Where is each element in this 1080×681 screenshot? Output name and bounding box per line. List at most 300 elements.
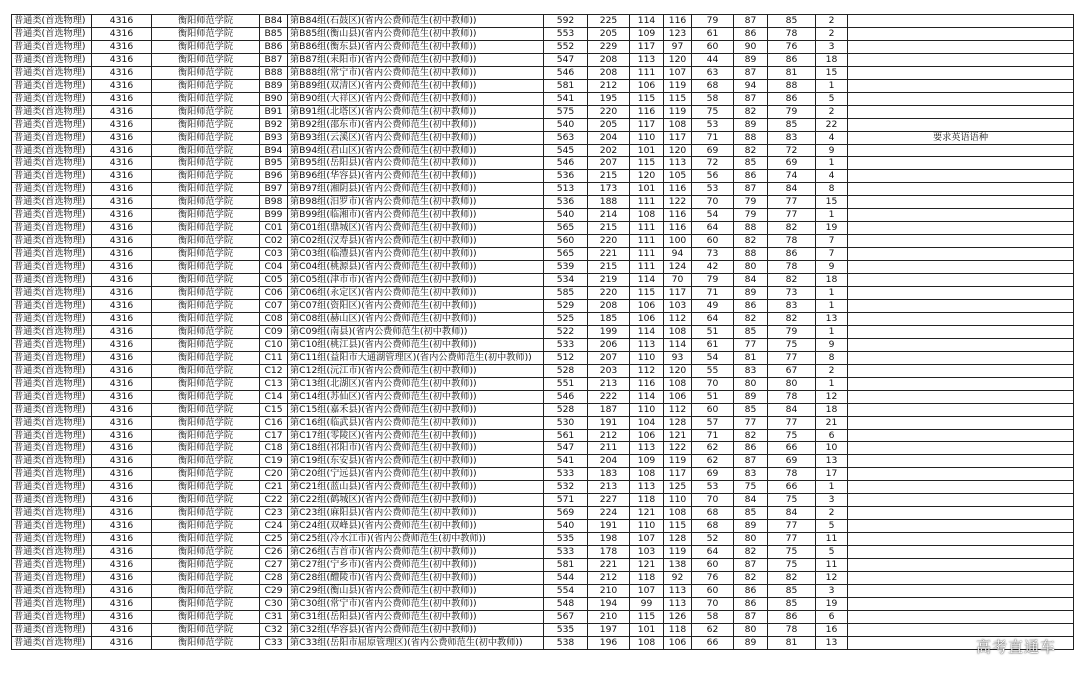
score-a-cell: 215 (588, 170, 630, 183)
group-name-cell: 第C28组(醴陵市)(省内公费师范生(初中教师)) (288, 571, 544, 584)
score-e-cell: 83 (734, 364, 768, 377)
score-d-cell: 60 (692, 584, 734, 597)
total-score-cell: 534 (544, 274, 588, 287)
score-b-cell: 115 (630, 157, 664, 170)
school-name-cell: 衡阳师范学院 (152, 196, 260, 209)
school-code-cell: 4316 (92, 390, 152, 403)
score-b-cell: 108 (630, 468, 664, 481)
score-e-cell: 87 (734, 610, 768, 623)
school-name-cell: 衡阳师范学院 (152, 79, 260, 92)
group-name-cell: 第C19组(东安县)(省内公费师范生(初中教师)) (288, 455, 544, 468)
score-d-cell: 49 (692, 299, 734, 312)
score-f-cell: 75 (768, 338, 816, 351)
table-row (12, 79, 1074, 92)
table-row (12, 209, 1074, 222)
score-e-cell: 82 (734, 429, 768, 442)
rank-count-cell: 5 (816, 546, 848, 559)
score-e-cell: 77 (734, 416, 768, 429)
score-d-cell: 76 (692, 571, 734, 584)
table-row (12, 623, 1074, 636)
rank-count-cell: 18 (816, 403, 848, 416)
table-row (12, 92, 1074, 105)
category-cell: 普通类(首选物理) (12, 377, 92, 390)
table-row (12, 222, 1074, 235)
table-row (12, 261, 1074, 274)
score-c-cell: 120 (664, 364, 692, 377)
score-a-cell: 221 (588, 559, 630, 572)
note-cell (848, 377, 1074, 390)
note-cell (848, 287, 1074, 300)
score-f-cell: 75 (768, 494, 816, 507)
group-name-cell: 第C17组(零陵区)(省内公费师范生(初中教师)) (288, 429, 544, 442)
score-b-cell: 106 (630, 312, 664, 325)
note-cell (848, 92, 1074, 105)
table-row (12, 338, 1074, 351)
score-c-cell: 108 (664, 118, 692, 131)
table-row (12, 468, 1074, 481)
school-code-cell: 4316 (92, 325, 152, 338)
rank-count-cell: 6 (816, 429, 848, 442)
rank-count-cell: 8 (816, 183, 848, 196)
score-f-cell: 78 (768, 27, 816, 40)
score-c-cell: 119 (664, 455, 692, 468)
note-cell (848, 27, 1074, 40)
category-cell: 普通类(首选物理) (12, 364, 92, 377)
group-code-cell: B94 (260, 144, 288, 157)
score-c-cell: 100 (664, 235, 692, 248)
score-b-cell: 114 (630, 274, 664, 287)
total-score-cell: 512 (544, 351, 588, 364)
note-cell: 要求英语语种 (848, 131, 1074, 144)
total-score-cell: 513 (544, 183, 588, 196)
school-name-cell: 衡阳师范学院 (152, 390, 260, 403)
school-name-cell: 衡阳师范学院 (152, 274, 260, 287)
group-code-cell: B84 (260, 15, 288, 28)
total-score-cell: 560 (544, 235, 588, 248)
score-f-cell: 73 (768, 287, 816, 300)
rank-count-cell: 9 (816, 261, 848, 274)
table-row (12, 27, 1074, 40)
total-score-cell: 525 (544, 312, 588, 325)
score-d-cell: 68 (692, 507, 734, 520)
rank-count-cell: 9 (816, 338, 848, 351)
score-f-cell: 82 (768, 571, 816, 584)
group-name-cell: 第B92组(邵东市)(省内公费师范生(初中教师)) (288, 118, 544, 131)
score-e-cell: 82 (734, 312, 768, 325)
score-f-cell: 69 (768, 455, 816, 468)
score-f-cell: 86 (768, 610, 816, 623)
score-b-cell: 113 (630, 442, 664, 455)
rank-count-cell: 11 (816, 533, 848, 546)
group-name-cell: 第C15组(嘉禾县)(省内公费师范生(初中教师)) (288, 403, 544, 416)
rank-count-cell: 12 (816, 571, 848, 584)
score-b-cell: 106 (630, 429, 664, 442)
category-cell: 普通类(首选物理) (12, 559, 92, 572)
group-code-cell: C10 (260, 338, 288, 351)
school-code-cell: 4316 (92, 79, 152, 92)
table-row (12, 287, 1074, 300)
school-name-cell: 衡阳师范学院 (152, 325, 260, 338)
score-c-cell: 124 (664, 261, 692, 274)
category-cell: 普通类(首选物理) (12, 196, 92, 209)
score-f-cell: 77 (768, 209, 816, 222)
total-score-cell: 539 (544, 261, 588, 274)
note-cell (848, 325, 1074, 338)
table-row (12, 507, 1074, 520)
score-b-cell: 120 (630, 170, 664, 183)
score-b-cell: 117 (630, 118, 664, 131)
total-score-cell: 544 (544, 571, 588, 584)
score-f-cell: 77 (768, 351, 816, 364)
group-name-cell: 第C13组(北湖区)(省内公费师范生(初中教师)) (288, 377, 544, 390)
category-cell: 普通类(首选物理) (12, 390, 92, 403)
total-score-cell: 528 (544, 364, 588, 377)
group-code-cell: C03 (260, 248, 288, 261)
category-cell: 普通类(首选物理) (12, 183, 92, 196)
category-cell: 普通类(首选物理) (12, 170, 92, 183)
score-b-cell: 116 (630, 105, 664, 118)
school-code-cell: 4316 (92, 636, 152, 649)
score-f-cell: 83 (768, 131, 816, 144)
group-name-cell: 第C09组(南县)(省内公费师范生(初中教师)) (288, 325, 544, 338)
rank-count-cell: 22 (816, 118, 848, 131)
watermark: 高考直通车 (975, 638, 1056, 656)
table-row (12, 442, 1074, 455)
score-e-cell: 82 (734, 144, 768, 157)
group-code-cell: B99 (260, 209, 288, 222)
total-score-cell: 548 (544, 597, 588, 610)
score-b-cell: 110 (630, 403, 664, 416)
score-d-cell: 79 (692, 274, 734, 287)
note-cell (848, 338, 1074, 351)
category-cell: 普通类(首选物理) (12, 597, 92, 610)
score-d-cell: 52 (692, 533, 734, 546)
score-c-cell: 122 (664, 442, 692, 455)
school-name-cell: 衡阳师范学院 (152, 584, 260, 597)
group-name-cell: 第C04组(桃源县)(省内公费师范生(初中教师)) (288, 261, 544, 274)
school-name-cell: 衡阳师范学院 (152, 27, 260, 40)
school-name-cell: 衡阳师范学院 (152, 105, 260, 118)
score-e-cell: 75 (734, 481, 768, 494)
total-score-cell: 533 (544, 468, 588, 481)
group-name-cell: 第C33组(岳阳市屈原管理区)(省内公费师范生(初中教师)) (288, 636, 544, 649)
score-d-cell: 69 (692, 144, 734, 157)
score-d-cell: 70 (692, 196, 734, 209)
rank-count-cell: 3 (816, 494, 848, 507)
school-name-cell: 衡阳师范学院 (152, 442, 260, 455)
score-a-cell: 220 (588, 287, 630, 300)
note-cell (848, 261, 1074, 274)
total-score-cell: 546 (544, 390, 588, 403)
group-code-cell: C09 (260, 325, 288, 338)
rank-count-cell: 17 (816, 468, 848, 481)
score-d-cell: 61 (692, 338, 734, 351)
score-e-cell: 87 (734, 559, 768, 572)
rank-count-cell: 8 (816, 351, 848, 364)
score-e-cell: 80 (734, 261, 768, 274)
rank-count-cell: 2 (816, 105, 848, 118)
score-e-cell: 82 (734, 571, 768, 584)
note-cell (848, 105, 1074, 118)
rank-count-cell: 2 (816, 364, 848, 377)
score-a-cell: 229 (588, 40, 630, 53)
school-name-cell: 衡阳师范学院 (152, 15, 260, 28)
total-score-cell: 540 (544, 209, 588, 222)
group-code-cell: B88 (260, 66, 288, 79)
note-cell (848, 196, 1074, 209)
group-code-cell: B92 (260, 118, 288, 131)
group-code-cell: C21 (260, 481, 288, 494)
score-c-cell: 113 (664, 157, 692, 170)
school-code-cell: 4316 (92, 533, 152, 546)
school-name-cell: 衡阳师范学院 (152, 287, 260, 300)
school-name-cell: 衡阳师范学院 (152, 455, 260, 468)
score-c-cell: 115 (664, 92, 692, 105)
score-a-cell: 220 (588, 235, 630, 248)
group-code-cell: C27 (260, 559, 288, 572)
category-cell: 普通类(首选物理) (12, 429, 92, 442)
group-name-cell: 第C10组(桃江县)(省内公费师范生(初中教师)) (288, 338, 544, 351)
category-cell: 普通类(首选物理) (12, 248, 92, 261)
score-a-cell: 203 (588, 364, 630, 377)
table-row (12, 416, 1074, 429)
score-d-cell: 75 (692, 105, 734, 118)
school-name-cell: 衡阳师范学院 (152, 351, 260, 364)
score-c-cell: 106 (664, 390, 692, 403)
score-f-cell: 66 (768, 442, 816, 455)
score-a-cell: 185 (588, 312, 630, 325)
score-a-cell: 210 (588, 610, 630, 623)
score-b-cell: 108 (630, 209, 664, 222)
school-name-cell: 衡阳师范学院 (152, 364, 260, 377)
group-name-cell: 第B96组(华容县)(省内公费师范生(初中教师)) (288, 170, 544, 183)
category-cell: 普通类(首选物理) (12, 15, 92, 28)
score-c-cell: 116 (664, 209, 692, 222)
score-c-cell: 116 (664, 183, 692, 196)
score-a-cell: 213 (588, 481, 630, 494)
school-name-cell: 衡阳师范学院 (152, 261, 260, 274)
table-row (12, 533, 1074, 546)
score-d-cell: 70 (692, 377, 734, 390)
school-code-cell: 4316 (92, 584, 152, 597)
score-b-cell: 121 (630, 507, 664, 520)
category-cell: 普通类(首选物理) (12, 416, 92, 429)
score-e-cell: 85 (734, 325, 768, 338)
rank-count-cell: 10 (816, 442, 848, 455)
score-d-cell: 56 (692, 170, 734, 183)
rank-count-cell: 13 (816, 312, 848, 325)
score-e-cell: 89 (734, 520, 768, 533)
score-b-cell: 113 (630, 481, 664, 494)
note-cell (848, 494, 1074, 507)
score-e-cell: 86 (734, 597, 768, 610)
category-cell: 普通类(首选物理) (12, 144, 92, 157)
score-d-cell: 51 (692, 390, 734, 403)
score-f-cell: 86 (768, 53, 816, 66)
category-cell: 普通类(首选物理) (12, 338, 92, 351)
table-row (12, 325, 1074, 338)
score-a-cell: 178 (588, 546, 630, 559)
note-cell (848, 299, 1074, 312)
score-b-cell: 110 (630, 131, 664, 144)
category-cell: 普通类(首选物理) (12, 66, 92, 79)
score-e-cell: 86 (734, 299, 768, 312)
score-b-cell: 115 (630, 287, 664, 300)
school-code-cell: 4316 (92, 15, 152, 28)
score-c-cell: 128 (664, 533, 692, 546)
score-f-cell: 79 (768, 105, 816, 118)
school-name-cell: 衡阳师范学院 (152, 235, 260, 248)
table-row (12, 312, 1074, 325)
rank-count-cell: 1 (816, 209, 848, 222)
note-cell (848, 248, 1074, 261)
score-a-cell: 221 (588, 248, 630, 261)
note-cell (848, 507, 1074, 520)
group-name-cell: 第C32组(华容县)(省内公费师范生(初中教师)) (288, 623, 544, 636)
score-b-cell: 101 (630, 623, 664, 636)
group-code-cell: B95 (260, 157, 288, 170)
score-c-cell: 114 (664, 338, 692, 351)
rank-count-cell: 11 (816, 559, 848, 572)
score-b-cell: 115 (630, 610, 664, 623)
school-name-cell: 衡阳师范学院 (152, 403, 260, 416)
table-body (12, 15, 1074, 650)
group-code-cell: C30 (260, 597, 288, 610)
score-b-cell: 99 (630, 597, 664, 610)
score-e-cell: 86 (734, 442, 768, 455)
score-c-cell: 115 (664, 520, 692, 533)
score-d-cell: 71 (692, 429, 734, 442)
score-b-cell: 117 (630, 40, 664, 53)
school-name-cell: 衡阳师范学院 (152, 429, 260, 442)
note-cell (848, 183, 1074, 196)
score-f-cell: 72 (768, 144, 816, 157)
score-c-cell: 108 (664, 507, 692, 520)
table-row (12, 53, 1074, 66)
group-name-cell: 第B93组(云溪区)(省内公费师范生(初中教师)) (288, 131, 544, 144)
group-name-cell: 第C21组(蓝山县)(省内公费师范生(初中教师)) (288, 481, 544, 494)
total-score-cell: 533 (544, 338, 588, 351)
note-cell (848, 520, 1074, 533)
score-b-cell: 115 (630, 92, 664, 105)
score-c-cell: 128 (664, 416, 692, 429)
score-f-cell: 79 (768, 325, 816, 338)
total-score-cell: 581 (544, 79, 588, 92)
group-code-cell: B90 (260, 92, 288, 105)
group-code-cell: C15 (260, 403, 288, 416)
total-score-cell: 535 (544, 533, 588, 546)
school-code-cell: 4316 (92, 196, 152, 209)
note-cell (848, 170, 1074, 183)
score-d-cell: 57 (692, 416, 734, 429)
group-code-cell: C29 (260, 584, 288, 597)
school-name-cell: 衡阳师范学院 (152, 571, 260, 584)
note-cell (848, 312, 1074, 325)
rank-count-cell: 1 (816, 377, 848, 390)
score-f-cell: 81 (768, 66, 816, 79)
score-a-cell: 207 (588, 351, 630, 364)
note-cell (848, 235, 1074, 248)
score-e-cell: 89 (734, 390, 768, 403)
score-d-cell: 62 (692, 623, 734, 636)
score-a-cell: 225 (588, 15, 630, 28)
total-score-cell: 547 (544, 442, 588, 455)
score-d-cell: 63 (692, 66, 734, 79)
note-cell (848, 610, 1074, 623)
score-d-cell: 66 (692, 636, 734, 649)
score-a-cell: 173 (588, 183, 630, 196)
score-a-cell: 220 (588, 105, 630, 118)
school-code-cell: 4316 (92, 455, 152, 468)
score-a-cell: 202 (588, 144, 630, 157)
group-name-cell: 第C08组(赫山区)(省内公费师范生(初中教师)) (288, 312, 544, 325)
school-code-cell: 4316 (92, 53, 152, 66)
score-b-cell: 114 (630, 325, 664, 338)
total-score-cell: 565 (544, 222, 588, 235)
group-name-cell: 第C27组(宁乡市)(省内公费师范生(初中教师)) (288, 559, 544, 572)
note-cell (848, 66, 1074, 79)
total-score-cell: 528 (544, 403, 588, 416)
score-a-cell: 222 (588, 390, 630, 403)
table-row (12, 364, 1074, 377)
score-e-cell: 80 (734, 623, 768, 636)
group-name-cell: 第C20组(宁远县)(省内公费师范生(初中教师)) (288, 468, 544, 481)
score-f-cell: 78 (768, 261, 816, 274)
category-cell: 普通类(首选物理) (12, 287, 92, 300)
table-row (12, 351, 1074, 364)
score-a-cell: 205 (588, 27, 630, 40)
note-cell (848, 546, 1074, 559)
score-d-cell: 62 (692, 455, 734, 468)
school-code-cell: 4316 (92, 157, 152, 170)
category-cell: 普通类(首选物理) (12, 571, 92, 584)
score-d-cell: 64 (692, 546, 734, 559)
score-d-cell: 64 (692, 222, 734, 235)
total-score-cell: 545 (544, 144, 588, 157)
group-name-cell: 第B87组(耒阳市)(省内公费师范生(初中教师)) (288, 53, 544, 66)
category-cell: 普通类(首选物理) (12, 533, 92, 546)
total-score-cell: 571 (544, 494, 588, 507)
score-e-cell: 94 (734, 79, 768, 92)
score-b-cell: 111 (630, 222, 664, 235)
table-row (12, 183, 1074, 196)
score-d-cell: 73 (692, 248, 734, 261)
group-name-cell: 第B89组(双清区)(省内公费师范生(初中教师)) (288, 79, 544, 92)
score-f-cell: 86 (768, 92, 816, 105)
category-cell: 普通类(首选物理) (12, 636, 92, 649)
note-cell (848, 597, 1074, 610)
score-b-cell: 110 (630, 351, 664, 364)
score-d-cell: 70 (692, 597, 734, 610)
total-score-cell: 552 (544, 40, 588, 53)
score-c-cell: 113 (664, 584, 692, 597)
score-f-cell: 67 (768, 364, 816, 377)
school-code-cell: 4316 (92, 222, 152, 235)
total-score-cell: 535 (544, 623, 588, 636)
note-cell (848, 364, 1074, 377)
rank-count-cell: 3 (816, 40, 848, 53)
total-score-cell: 581 (544, 559, 588, 572)
total-score-cell: 551 (544, 377, 588, 390)
group-code-cell: C28 (260, 571, 288, 584)
score-b-cell: 106 (630, 79, 664, 92)
school-code-cell: 4316 (92, 571, 152, 584)
score-a-cell: 194 (588, 597, 630, 610)
group-name-cell: 第B94组(君山区)(省内公费师范生(初中教师)) (288, 144, 544, 157)
school-name-cell: 衡阳师范学院 (152, 533, 260, 546)
note-cell (848, 144, 1074, 157)
table-row (12, 377, 1074, 390)
